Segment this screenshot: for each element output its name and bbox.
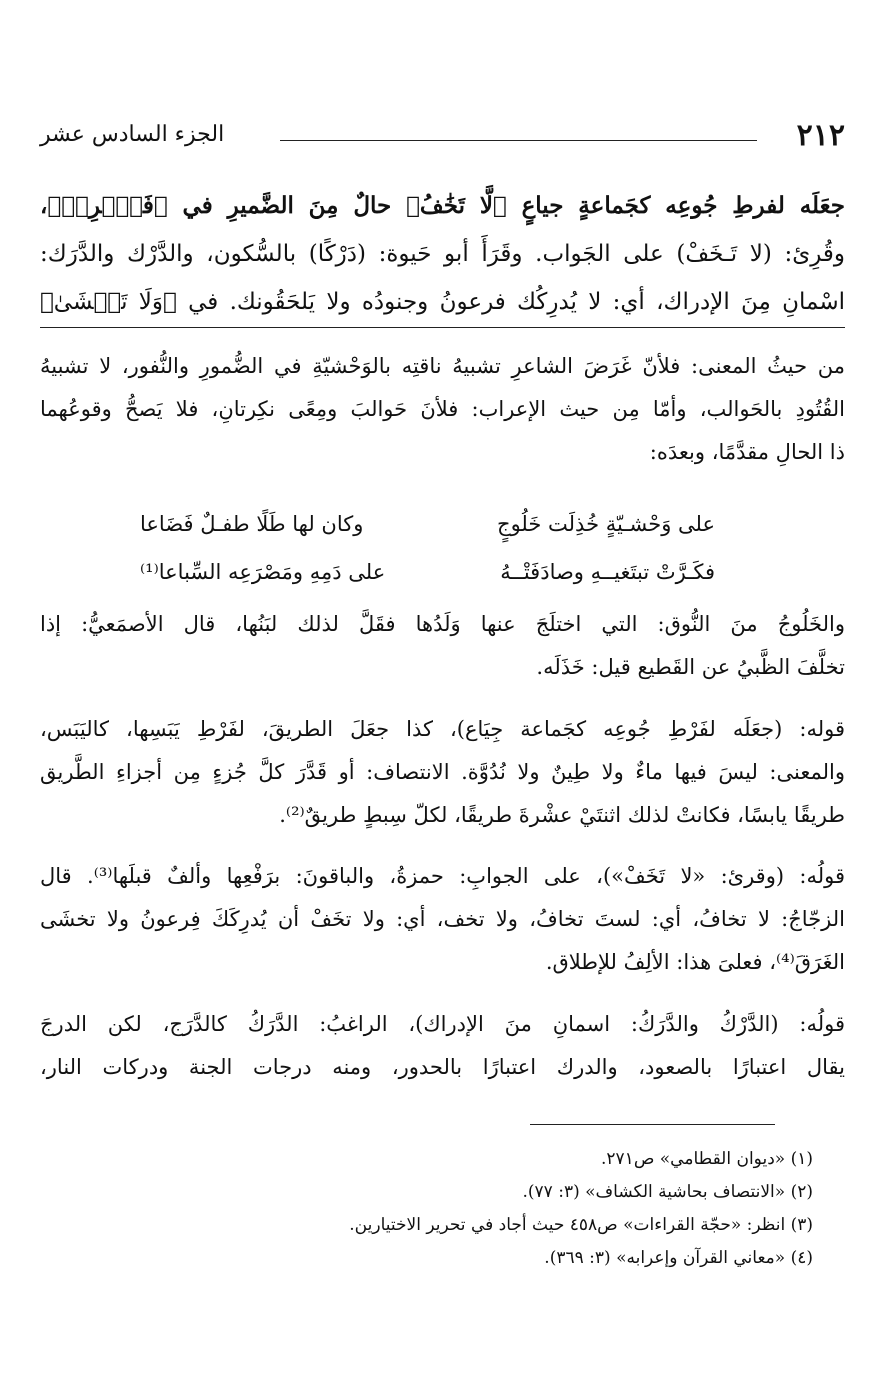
main-text: [40, 182, 845, 326]
commentary-paragraph-5: [40, 1003, 845, 1089]
text-line: ذا الحالِ مقدَّمًا، وبعدَه:: [649, 440, 845, 464]
footnote: (٤) «معاني القرآن وإعرابه» (٣: ٣٦٩).: [544, 1248, 813, 1268]
running-title: الجزء السادس عشر: [40, 122, 225, 147]
text-line: الزجّاجُ: لا تخافُ، أي: لستَ تخافُ، ولا تخف، أي: ولا تخَفْ أن يُدرِكَكَ فِرعونُ ولا تخشَى: [40, 907, 845, 931]
poem-verse: [140, 548, 715, 596]
commentary-paragraph-3: [40, 708, 845, 837]
verse-first-hemistich: على وَحْشـيّةٍ خُذِلَت خَلُوجٍ: [497, 512, 715, 536]
footnote: (١) «ديوان القطامي» ص٢٧١.: [601, 1149, 813, 1169]
text-line: قولُه: (الدَّرْكُ والدَّرَكُ: اسمانِ منَ الإدراك)، الراغبُ: الدَّرَكُ كالدَّرَج، لكن الدرجَ: [40, 1012, 845, 1036]
text-line: طريقًا يابسًا، فكانتْ لذلك اثنتَيْ عشْرةَ طريقًا، لكلّ سِبطٍ طريقٌ⁽²⁾.: [279, 803, 845, 827]
text-line: الغَرَقَ⁽⁴⁾، فعلىَ هذا: الألِفُ للإطلاق.: [545, 950, 845, 974]
text-line: والخَلُوجُ منَ النُّوق: التي اختلَجَ عنها وَلَدُها فقَلَّ لذلك لبَنُها، قال الأصمَعيُّ: إذا: [40, 612, 845, 636]
commentary-paragraph-1: [40, 345, 845, 474]
section-divider: [40, 327, 845, 328]
header-rule: [280, 140, 757, 141]
text-line: من حيثُ المعنى: فلأنّ غَرَضَ الشاعرِ تشبيهُ ناقتِه بالوَحْشيّةِ في الضُّمورِ والنُّفور، لا تشبيهُ: [40, 354, 845, 378]
text-line: والمعنى: ليسَ فيها ماءٌ ولا طِينٌ ولا نُدُوَّة. الانتصاف: أو قَدَّرَ كلَّ جُزءٍ مِن أجزاءِ الطَّريق: [40, 760, 845, 784]
text-line: قوله: (جعَلَه لفَرْطِ جُوعِه كجَماعة جِيَاع)، كذا جعَلَ الطريقَ، لفَرْطِ يَبَسِها، كاليَبَس،: [40, 717, 845, 741]
text-line: قولُه: (وقرئ: «لا تَخَفْ»)، على الجوابِ: حمزةُ، والباقونَ: برَفْعِها وألفٌ قبلَها⁽³⁾. قال: [40, 864, 845, 888]
main-text-line: اسْمانِ مِنَ الإدراك، أي: لا يُدرِكُك فرعونُ وجنودُه ولا يَلحَقُونك. في ﴿وَلَا تَخۡشَىٰ﴾: [40, 289, 845, 315]
page-header: [40, 118, 845, 158]
poem-verse: [140, 500, 715, 548]
text-line: القُتُودِ بالحَوالب، وأمّا مِن حيث الإعراب: فلأنَ حَوالبَ ومِعًى نكِرتانِ، فلا يَصحُّ وقوعُهما: [40, 397, 845, 421]
main-text-line: جعَلَه لفرطِ جُوعِه كجَماعةٍ جياعٍ ﴿لَّا تَخَٰفُ﴾ حالٌ مِنَ الضَّميرِ في ﴿فَٱضۡرِبۡ﴾،: [40, 192, 845, 219]
footnotes: [40, 1143, 813, 1275]
text-line: تخلَّفَ الظَّبيُ عن القَطيع قيل: خَذَلَه.: [536, 655, 845, 679]
main-text-line: وقُرِئ: (لا تَـخَفْ) على الجَواب. وقَرَأَ أبو حَيوة: (دَرْكًا) بالسُّكون، والدَّرْك والدَّرَك:: [40, 241, 845, 267]
poem: [140, 500, 715, 596]
verse-second-hemistich: على دَمِهِ ومَصْرَعِه السِّباعا⁽¹⁾: [140, 560, 386, 584]
page-number: ٢١٢: [796, 118, 845, 153]
footnote-divider: [530, 1124, 775, 1125]
commentary-paragraph-2: [40, 603, 845, 689]
footnote: (٣) انظر: «حجّة القراءات» ص٤٥٨ حيث أجاد في تحرير الاختيارين.: [349, 1215, 813, 1235]
verse-first-hemistich: فكَـرَّتْ تبتَغيــهِ وصادَفَتْــهُ: [500, 560, 715, 584]
verse-second-hemistich: وكان لها طَلًا طفـلٌ فَضَاعا: [140, 512, 364, 536]
footnote: (٢) «الانتصاف بحاشية الكشاف» (٣: ٧٧).: [522, 1182, 813, 1202]
text-line: يقال اعتبارًا بالصعود، والدرك اعتبارًا بالحدور، ومنه درجات الجنة ودركات النار،: [40, 1055, 845, 1079]
commentary-paragraph-4: [40, 855, 845, 984]
